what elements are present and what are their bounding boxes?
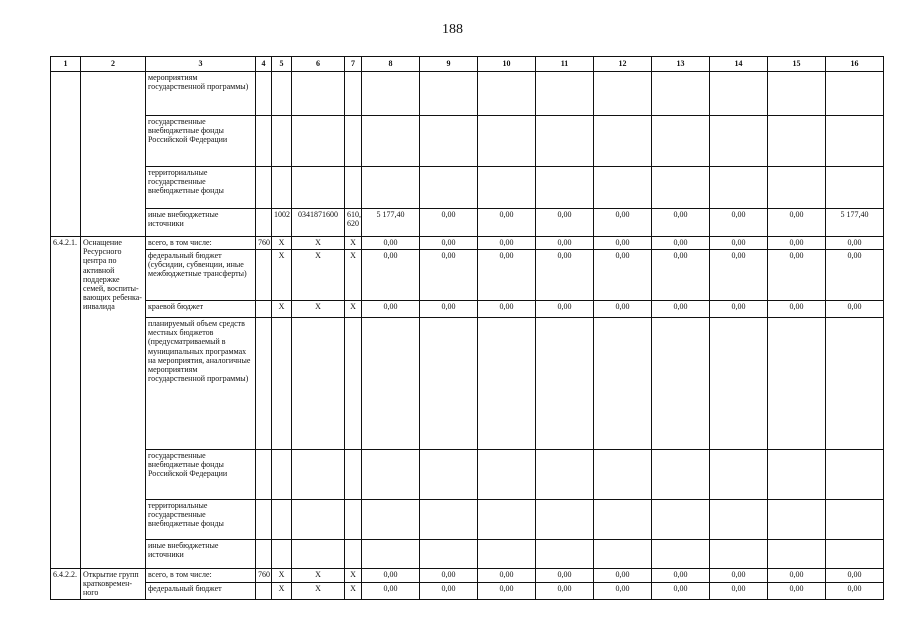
value-cell [536,500,594,540]
value-cell: 0,00 [478,237,536,250]
target-code-cell [292,450,345,500]
value-cell [536,540,594,569]
target-code-cell: 0341871600 [292,209,345,237]
value-cell [710,318,768,450]
table-row [51,450,884,500]
expense-type-cell [345,500,362,540]
grbs-code-cell [256,450,272,500]
value-cell [710,167,768,209]
section-code-cell [272,318,292,450]
value-cell: 0,00 [536,250,594,301]
value-cell: 0,00 [594,250,652,301]
value-cell [594,318,652,450]
value-cell [362,450,420,500]
value-cell [768,500,826,540]
section-code-cell: Х [272,569,292,583]
value-cell [710,500,768,540]
value-cell [536,167,594,209]
header-cell: 16 [826,57,884,72]
value-cell: 0,00 [478,209,536,237]
row-description-cell: территориальные государственные внебюджетные фонды [146,500,256,540]
value-cell: 0,00 [652,582,710,599]
value-cell: 0,00 [710,301,768,318]
target-code-cell: Х [292,250,345,301]
value-cell: 0,00 [826,250,884,301]
expense-type-cell [345,540,362,569]
table-row [51,167,884,209]
value-cell: 0,00 [652,250,710,301]
value-cell [362,500,420,540]
value-cell: 0,00 [536,569,594,583]
page-number: 188 [442,22,463,37]
value-cell [594,116,652,167]
row-description-cell: всего, в том числе: [146,569,256,583]
row-code-cell: 6.4.2.1. [51,237,81,569]
value-cell [362,167,420,209]
table-row [51,116,884,167]
budget-table [50,56,884,600]
row-description-cell: планируемый объем средств местных бюджетов (предусматриваемый в муниципальных программах на мероприятия, аналогичные мероприятиям государственной программы) [146,318,256,450]
header-cell: 5 [272,57,292,72]
value-cell [478,500,536,540]
value-cell [420,540,478,569]
grbs-code-cell [256,72,272,116]
target-code-cell [292,116,345,167]
expense-type-cell [345,72,362,116]
section-code-cell: Х [272,301,292,318]
value-cell: 5 177,40 [362,209,420,237]
target-code-cell: Х [292,569,345,583]
table-row [51,301,884,318]
grbs-code-cell [256,582,272,599]
header-cell: 13 [652,57,710,72]
value-cell: 0,00 [594,301,652,318]
expense-type-cell: Х [345,250,362,301]
value-cell [652,72,710,116]
table-row [51,569,884,583]
value-cell [826,167,884,209]
value-cell: 0,00 [594,209,652,237]
expense-type-cell [345,450,362,500]
value-cell: 0,00 [362,301,420,318]
header-cell: 4 [256,57,272,72]
section-code-cell: Х [272,250,292,301]
section-code-cell [272,540,292,569]
value-cell [594,72,652,116]
value-cell: 0,00 [420,301,478,318]
row-description-cell: краевой бюджет [146,301,256,318]
header-cell: 8 [362,57,420,72]
value-cell [826,72,884,116]
value-cell [362,116,420,167]
value-cell [768,167,826,209]
value-cell [478,318,536,450]
value-cell: 0,00 [652,301,710,318]
value-cell [536,116,594,167]
header-cell: 15 [768,57,826,72]
value-cell [420,500,478,540]
value-cell [420,167,478,209]
header-cell: 7 [345,57,362,72]
expense-type-cell: Х [345,301,362,318]
value-cell: 0,00 [768,250,826,301]
expense-type-cell [345,116,362,167]
table-row [51,250,884,301]
table-row [51,237,884,250]
target-code-cell [292,318,345,450]
grbs-code-cell [256,318,272,450]
table-row [51,72,884,116]
value-cell: 0,00 [478,569,536,583]
value-cell: 0,00 [420,569,478,583]
value-cell: 0,00 [710,582,768,599]
header-cell: 10 [478,57,536,72]
value-cell [768,116,826,167]
target-code-cell: Х [292,237,345,250]
row-description-cell: государственные внебюджетные фонды Российской Федерации [146,450,256,500]
value-cell: 0,00 [420,209,478,237]
value-cell [594,450,652,500]
expense-type-cell: Х [345,569,362,583]
value-cell [652,318,710,450]
value-cell [710,72,768,116]
value-cell: 0,00 [768,237,826,250]
expense-type-cell: 610, 620 [345,209,362,237]
value-cell: 0,00 [768,301,826,318]
empty-cell [51,72,81,237]
value-cell [478,540,536,569]
header-cell: 12 [594,57,652,72]
value-cell [478,116,536,167]
target-code-cell [292,500,345,540]
target-code-cell [292,72,345,116]
row-description-cell: иные внебюджетные источники [146,209,256,237]
value-cell [594,167,652,209]
header-cell: 14 [710,57,768,72]
table-row [51,540,884,569]
value-cell: 0,00 [826,301,884,318]
section-code-cell [272,116,292,167]
value-cell: 0,00 [826,237,884,250]
table-row [51,582,884,599]
value-cell [420,72,478,116]
value-cell [420,318,478,450]
value-cell: 0,00 [420,237,478,250]
value-cell: 0,00 [710,250,768,301]
row-description-cell: федеральный бюджет [146,582,256,599]
row-description-cell: иные внебюджетные источники [146,540,256,569]
value-cell [420,116,478,167]
target-code-cell [292,167,345,209]
value-cell [710,450,768,500]
section-code-cell [272,72,292,116]
value-cell: 0,00 [652,209,710,237]
value-cell: 0,00 [478,301,536,318]
section-code-cell: Х [272,237,292,250]
value-cell [652,167,710,209]
value-cell: 0,00 [594,582,652,599]
value-cell [826,116,884,167]
value-cell [710,116,768,167]
value-cell [536,72,594,116]
value-cell: 0,00 [536,582,594,599]
value-cell: 0,00 [826,582,884,599]
table-row [51,500,884,540]
value-cell: 0,00 [710,237,768,250]
empty-cell [81,72,146,237]
section-code-cell [272,450,292,500]
value-cell: 0,00 [478,250,536,301]
row-description-cell: государственные внебюджетные фонды Российской Федерации [146,116,256,167]
grbs-code-cell [256,116,272,167]
value-cell: 0,00 [478,582,536,599]
value-cell [594,500,652,540]
value-cell [652,540,710,569]
grbs-code-cell [256,167,272,209]
expense-type-cell: Х [345,582,362,599]
value-cell [652,116,710,167]
header-cell: 3 [146,57,256,72]
value-cell: 0,00 [594,237,652,250]
value-cell: 0,00 [362,582,420,599]
value-cell [768,72,826,116]
grbs-code-cell [256,540,272,569]
value-cell [594,540,652,569]
target-code-cell: Х [292,582,345,599]
row-description-cell: федеральный бюджет (субсидии, субвенции, иные межбюджетные трансферты) [146,250,256,301]
value-cell [536,450,594,500]
value-cell: 0,00 [420,250,478,301]
value-cell [826,318,884,450]
value-cell: 0,00 [362,250,420,301]
value-cell: 0,00 [652,237,710,250]
header-cell: 6 [292,57,345,72]
value-cell [768,540,826,569]
row-description-cell: всего, в том числе: [146,237,256,250]
header-cell: 1 [51,57,81,72]
value-cell: 0,00 [594,569,652,583]
header-row [51,57,884,72]
value-cell: 0,00 [710,569,768,583]
table-row [51,318,884,450]
header-cell: 9 [420,57,478,72]
value-cell [478,450,536,500]
row-name-cell: Открытие групп кратковремен-ного [81,569,146,600]
grbs-code-cell: 760 [256,237,272,250]
value-cell [768,450,826,500]
value-cell: 0,00 [710,209,768,237]
value-cell [652,500,710,540]
value-cell [826,450,884,500]
value-cell [826,540,884,569]
grbs-code-cell [256,250,272,301]
value-cell [420,450,478,500]
grbs-code-cell [256,209,272,237]
value-cell [826,500,884,540]
grbs-code-cell [256,500,272,540]
row-description-cell: мероприятиям государственной программы) [146,72,256,116]
header-cell: 11 [536,57,594,72]
header-cell: 2 [81,57,146,72]
value-cell: 0,00 [362,237,420,250]
value-cell: 0,00 [536,301,594,318]
table-row [51,209,884,237]
value-cell: 0,00 [652,569,710,583]
target-code-cell: Х [292,301,345,318]
expense-type-cell [345,318,362,450]
grbs-code-cell [256,301,272,318]
value-cell [362,540,420,569]
section-code-cell: 1002 [272,209,292,237]
expense-type-cell [345,167,362,209]
expense-type-cell: Х [345,237,362,250]
value-cell: 0,00 [768,209,826,237]
value-cell [478,167,536,209]
value-cell: 0,00 [536,209,594,237]
value-cell [768,318,826,450]
section-code-cell [272,167,292,209]
value-cell [478,72,536,116]
target-code-cell [292,540,345,569]
row-code-cell: 6.4.2.2. [51,569,81,600]
value-cell: 0,00 [768,569,826,583]
value-cell: 0,00 [420,582,478,599]
value-cell [536,318,594,450]
value-cell [362,72,420,116]
value-cell: 0,00 [826,569,884,583]
value-cell [362,318,420,450]
value-cell [710,540,768,569]
value-cell [652,450,710,500]
value-cell: 0,00 [362,569,420,583]
section-code-cell [272,500,292,540]
value-cell: 0,00 [768,582,826,599]
row-name-cell: Оснащение Ресурсного центра по активной поддержке семей, воспиты-вающих ребенка-инвалида [81,237,146,569]
value-cell: 0,00 [536,237,594,250]
row-description-cell: территориальные государственные внебюджетные фонды [146,167,256,209]
value-cell: 5 177,40 [826,209,884,237]
section-code-cell: Х [272,582,292,599]
grbs-code-cell: 760 [256,569,272,583]
